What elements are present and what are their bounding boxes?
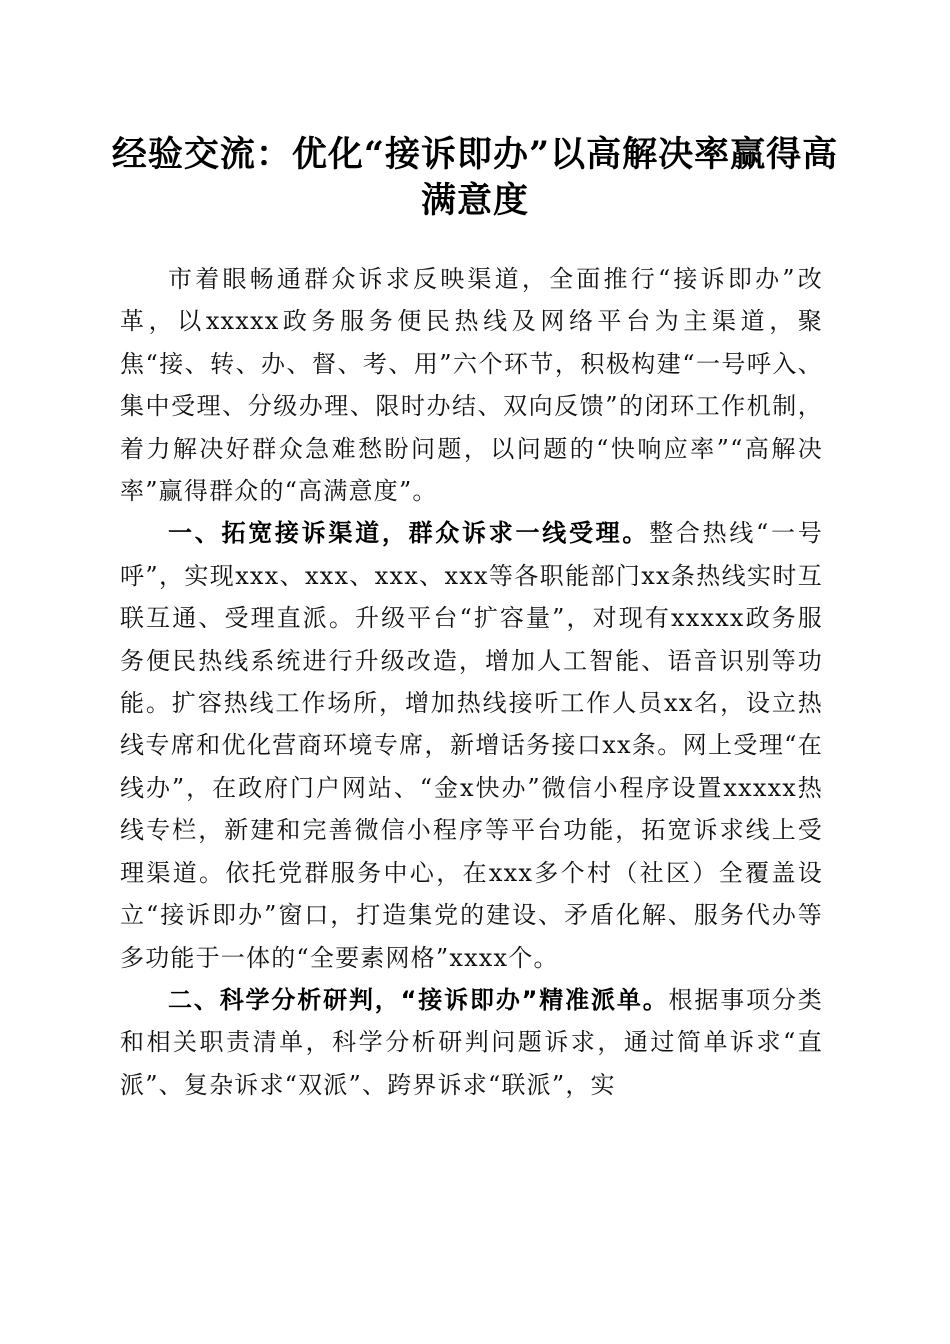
paragraph-text: 市着眼畅通群众诉求反映渠道，全面推行“接诉即办”改革，以xxxxx政务服务便民热线及网络平台为主渠道，聚焦“接、转、办、督、考、用”六个环节，积极构建“一号呼入、集中受理、分级办理、限时办结、双向反馈”的闭环工作机制，着力解决好群众急难愁盼问题，以问题的“快响应率”“高解决率”赢得群众的“高满意度”。 [120,265,823,506]
section-heading: 二、科学分析研判，“接诉即办”精准派单。 [168,985,669,1014]
paragraph-text: 整合热线“一号呼”，实现xxx、xxx、xxx、xxx等各职能部门xx条热线实时互联互通、受理直派。升级平台“扩容量”，对现有xxxxx政务服务便民热线系统进行升级改造，增加人工智能、语音识别等功能。扩容热线工作场所，增加热线接听工作人员xx名，设立热线专席和优化营商环境专席，新增话务接口xx条。网上受理“在线办”，在政府门户网站、“金x快办”微信小程序设置xxxxx热线专栏，新建和完善微信小程序等平台功能，拓宽诉求线上受理渠道。依托党群服务中心，在xxx多个村（社区）全覆盖设立“接诉即办”窗口，打造集党的建设、矛盾化解、服务代办等多功能于一体的“全要素网格”xxxx个。 [120,519,823,972]
paragraph-intro [120,258,823,512]
section-heading: 一、拓宽接诉渠道，群众诉求一线受理。 [168,519,650,548]
paragraph-section-1 [120,512,823,978]
document-title: 经验交流：优化“接诉即办”以高解决率赢得高满意度 [111,134,839,221]
paragraph-section-2 [120,979,823,1106]
document-body [120,258,823,1106]
paragraph-text: 根据事项分类和相关职责清单，科学分析研判问题诉求，通过简单诉求“直派”、复杂诉求“双派”、跨界诉求“联派”，实 [120,985,823,1099]
